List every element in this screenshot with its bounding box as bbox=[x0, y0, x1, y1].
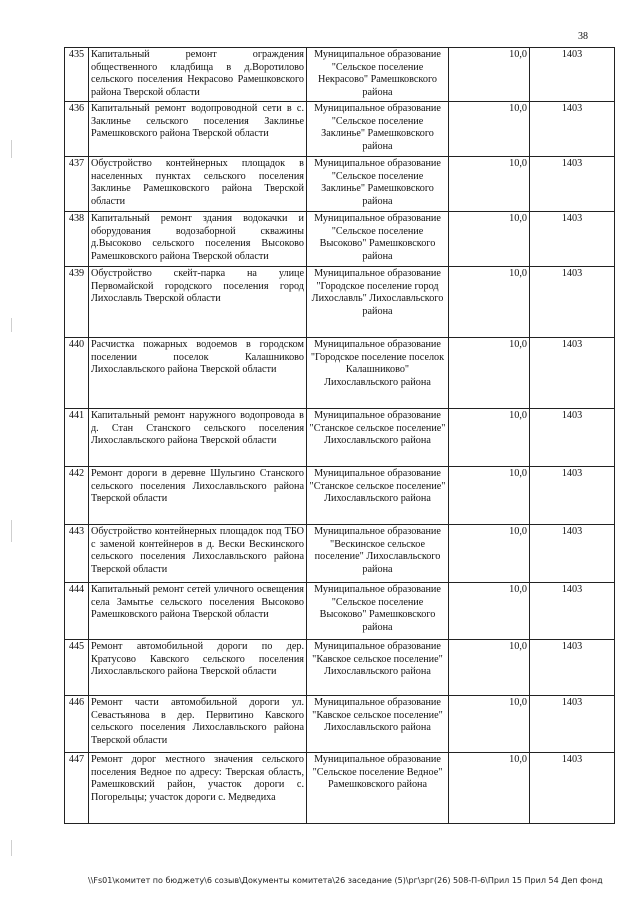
municipality-name: Муниципальное образование "Кавское сельское поселение" Лихославльского района bbox=[307, 696, 449, 753]
table-row bbox=[65, 267, 615, 338]
amount-value: 10,0 bbox=[449, 212, 530, 267]
scan-edge-mark bbox=[11, 840, 12, 856]
budget-code: 1403 bbox=[530, 48, 615, 102]
row-number: 443 bbox=[65, 525, 89, 583]
project-description: Ремонт дорог местного значения сельского поселения Ведное по адресу: Тверская область, Рамешковский район, участок дороги с. Погорельцы; участок дороги с. Медведиха bbox=[89, 753, 307, 824]
budget-code: 1403 bbox=[530, 583, 615, 640]
table-row bbox=[65, 583, 615, 640]
municipality-name: Муниципальное образование "Сельское поселение Высоково" Рамешковского района bbox=[307, 583, 449, 640]
file-path-footer: \\Fs01\комитет по бюджету\6 созыв\Документы комитета\26 заседание (5)\рг\зрг(26) 508-П-6\Прил 15 Прил 54 Деп фонд bbox=[88, 876, 603, 885]
table-row bbox=[65, 48, 615, 102]
row-number: 439 bbox=[65, 267, 89, 338]
municipality-name: Муниципальное образование "Сельское поселение Высоково" Рамешковского района bbox=[307, 212, 449, 267]
project-description: Обустройство контейнерных площадок в населенных пунктах сельского поселения Заклинье Рамешковского района Тверской области bbox=[89, 157, 307, 212]
row-number: 442 bbox=[65, 467, 89, 525]
municipality-name: Муниципальное образование "Кавское сельское поселение" Лихославльского района bbox=[307, 640, 449, 696]
row-number: 446 bbox=[65, 696, 89, 753]
budget-code: 1403 bbox=[530, 696, 615, 753]
municipality-name: Муниципальное образование "Сельское поселение Заклинье" Рамешковского района bbox=[307, 102, 449, 157]
row-number: 441 bbox=[65, 409, 89, 467]
amount-value: 10,0 bbox=[449, 696, 530, 753]
budget-code: 1403 bbox=[530, 338, 615, 409]
project-description: Ремонт дороги в деревне Шульгино Станского сельского поселения Лихославльского района Тверской области bbox=[89, 467, 307, 525]
appendix-table bbox=[64, 47, 615, 824]
table-row bbox=[65, 753, 615, 824]
project-description: Капитальный ремонт сетей уличного освещения села Замытье сельского поселения Высоково Рамешковского района Тверской области bbox=[89, 583, 307, 640]
amount-value: 10,0 bbox=[449, 467, 530, 525]
row-number: 437 bbox=[65, 157, 89, 212]
amount-value: 10,0 bbox=[449, 583, 530, 640]
amount-value: 10,0 bbox=[449, 102, 530, 157]
municipality-name: Муниципальное образование "Сельское поселение Заклинье" Рамешковского района bbox=[307, 157, 449, 212]
scan-edge-mark bbox=[11, 318, 12, 332]
project-description: Капитальный ремонт ограждения общественного кладбища в д.Воротилово сельского поселения Некрасово Рамешковского района Тверской области bbox=[89, 48, 307, 102]
table-row bbox=[65, 212, 615, 267]
amount-value: 10,0 bbox=[449, 409, 530, 467]
amount-value: 10,0 bbox=[449, 338, 530, 409]
municipality-name: Муниципальное образование "Сельское поселение Ведное" Рамешковского района bbox=[307, 753, 449, 824]
municipality-name: Муниципальное образование "Вескинское сельское поселение" Лихославльского района bbox=[307, 525, 449, 583]
municipality-name: Муниципальное образование "Городское поселение город Лихославль" Лихославльского района bbox=[307, 267, 449, 338]
budget-code: 1403 bbox=[530, 525, 615, 583]
budget-code: 1403 bbox=[530, 212, 615, 267]
table-row bbox=[65, 467, 615, 525]
page-number: 38 bbox=[578, 31, 588, 42]
budget-code: 1403 bbox=[530, 102, 615, 157]
project-description: Капитальный ремонт наружного водопровода в д. Стан Станского сельского поселения Лихославльского района Тверской области bbox=[89, 409, 307, 467]
table-row bbox=[65, 640, 615, 696]
project-description: Обустройство контейнерных площадок под ТБО с заменой контейнеров в д. Вески Вескинского сельского поселения Лихославльского района Тверской области bbox=[89, 525, 307, 583]
row-number: 444 bbox=[65, 583, 89, 640]
table-row bbox=[65, 338, 615, 409]
municipality-name: Муниципальное образование "Сельское поселение Некрасово" Рамешковского района bbox=[307, 48, 449, 102]
budget-code: 1403 bbox=[530, 753, 615, 824]
budget-code: 1403 bbox=[530, 267, 615, 338]
amount-value: 10,0 bbox=[449, 48, 530, 102]
project-description: Обустройство скейт-парка на улице Первомайской городского поселения город Лихославль Тверской области bbox=[89, 267, 307, 338]
table-row bbox=[65, 157, 615, 212]
scan-edge-mark bbox=[11, 140, 12, 158]
budget-code: 1403 bbox=[530, 467, 615, 525]
budget-code: 1403 bbox=[530, 409, 615, 467]
municipality-name: Муниципальное образование "Станское сельское поселение" Лихославльского района bbox=[307, 409, 449, 467]
table-row bbox=[65, 525, 615, 583]
amount-value: 10,0 bbox=[449, 640, 530, 696]
municipality-name: Муниципальное образование "Городское поселение поселок Калашниково" Лихославльского района bbox=[307, 338, 449, 409]
table-row bbox=[65, 102, 615, 157]
amount-value: 10,0 bbox=[449, 753, 530, 824]
project-description: Ремонт части автомобильной дороги ул. Севастьянова в дер. Первитино Кавского сельского поселения Лихославльского района Тверской области bbox=[89, 696, 307, 753]
project-description: Капитальный ремонт здания водокачки и оборудования водозаборной скважины д.Высоково сельского поселения Высоково Рамешковского района Тверской области bbox=[89, 212, 307, 267]
project-description: Расчистка пожарных водоемов в городском поселении поселок Калашниково Лихославльского района Тверской области bbox=[89, 338, 307, 409]
table-row bbox=[65, 696, 615, 753]
budget-code: 1403 bbox=[530, 640, 615, 696]
amount-value: 10,0 bbox=[449, 157, 530, 212]
project-description: Ремонт автомобильной дороги по дер. Кратусово Кавского сельского поселения Лихославльского района Тверской области bbox=[89, 640, 307, 696]
table-body bbox=[65, 48, 615, 824]
row-number: 438 bbox=[65, 212, 89, 267]
amount-value: 10,0 bbox=[449, 267, 530, 338]
row-number: 440 bbox=[65, 338, 89, 409]
municipality-name: Муниципальное образование "Станское сельское поселение" Лихославльского района bbox=[307, 467, 449, 525]
row-number: 447 bbox=[65, 753, 89, 824]
row-number: 445 bbox=[65, 640, 89, 696]
budget-code: 1403 bbox=[530, 157, 615, 212]
project-description: Капитальный ремонт водопроводной сети в с. Заклинье сельского поселения Заклинье Рамешковского района Тверской области bbox=[89, 102, 307, 157]
row-number: 436 bbox=[65, 102, 89, 157]
table-row bbox=[65, 409, 615, 467]
amount-value: 10,0 bbox=[449, 525, 530, 583]
scan-edge-mark bbox=[11, 520, 12, 542]
row-number: 435 bbox=[65, 48, 89, 102]
